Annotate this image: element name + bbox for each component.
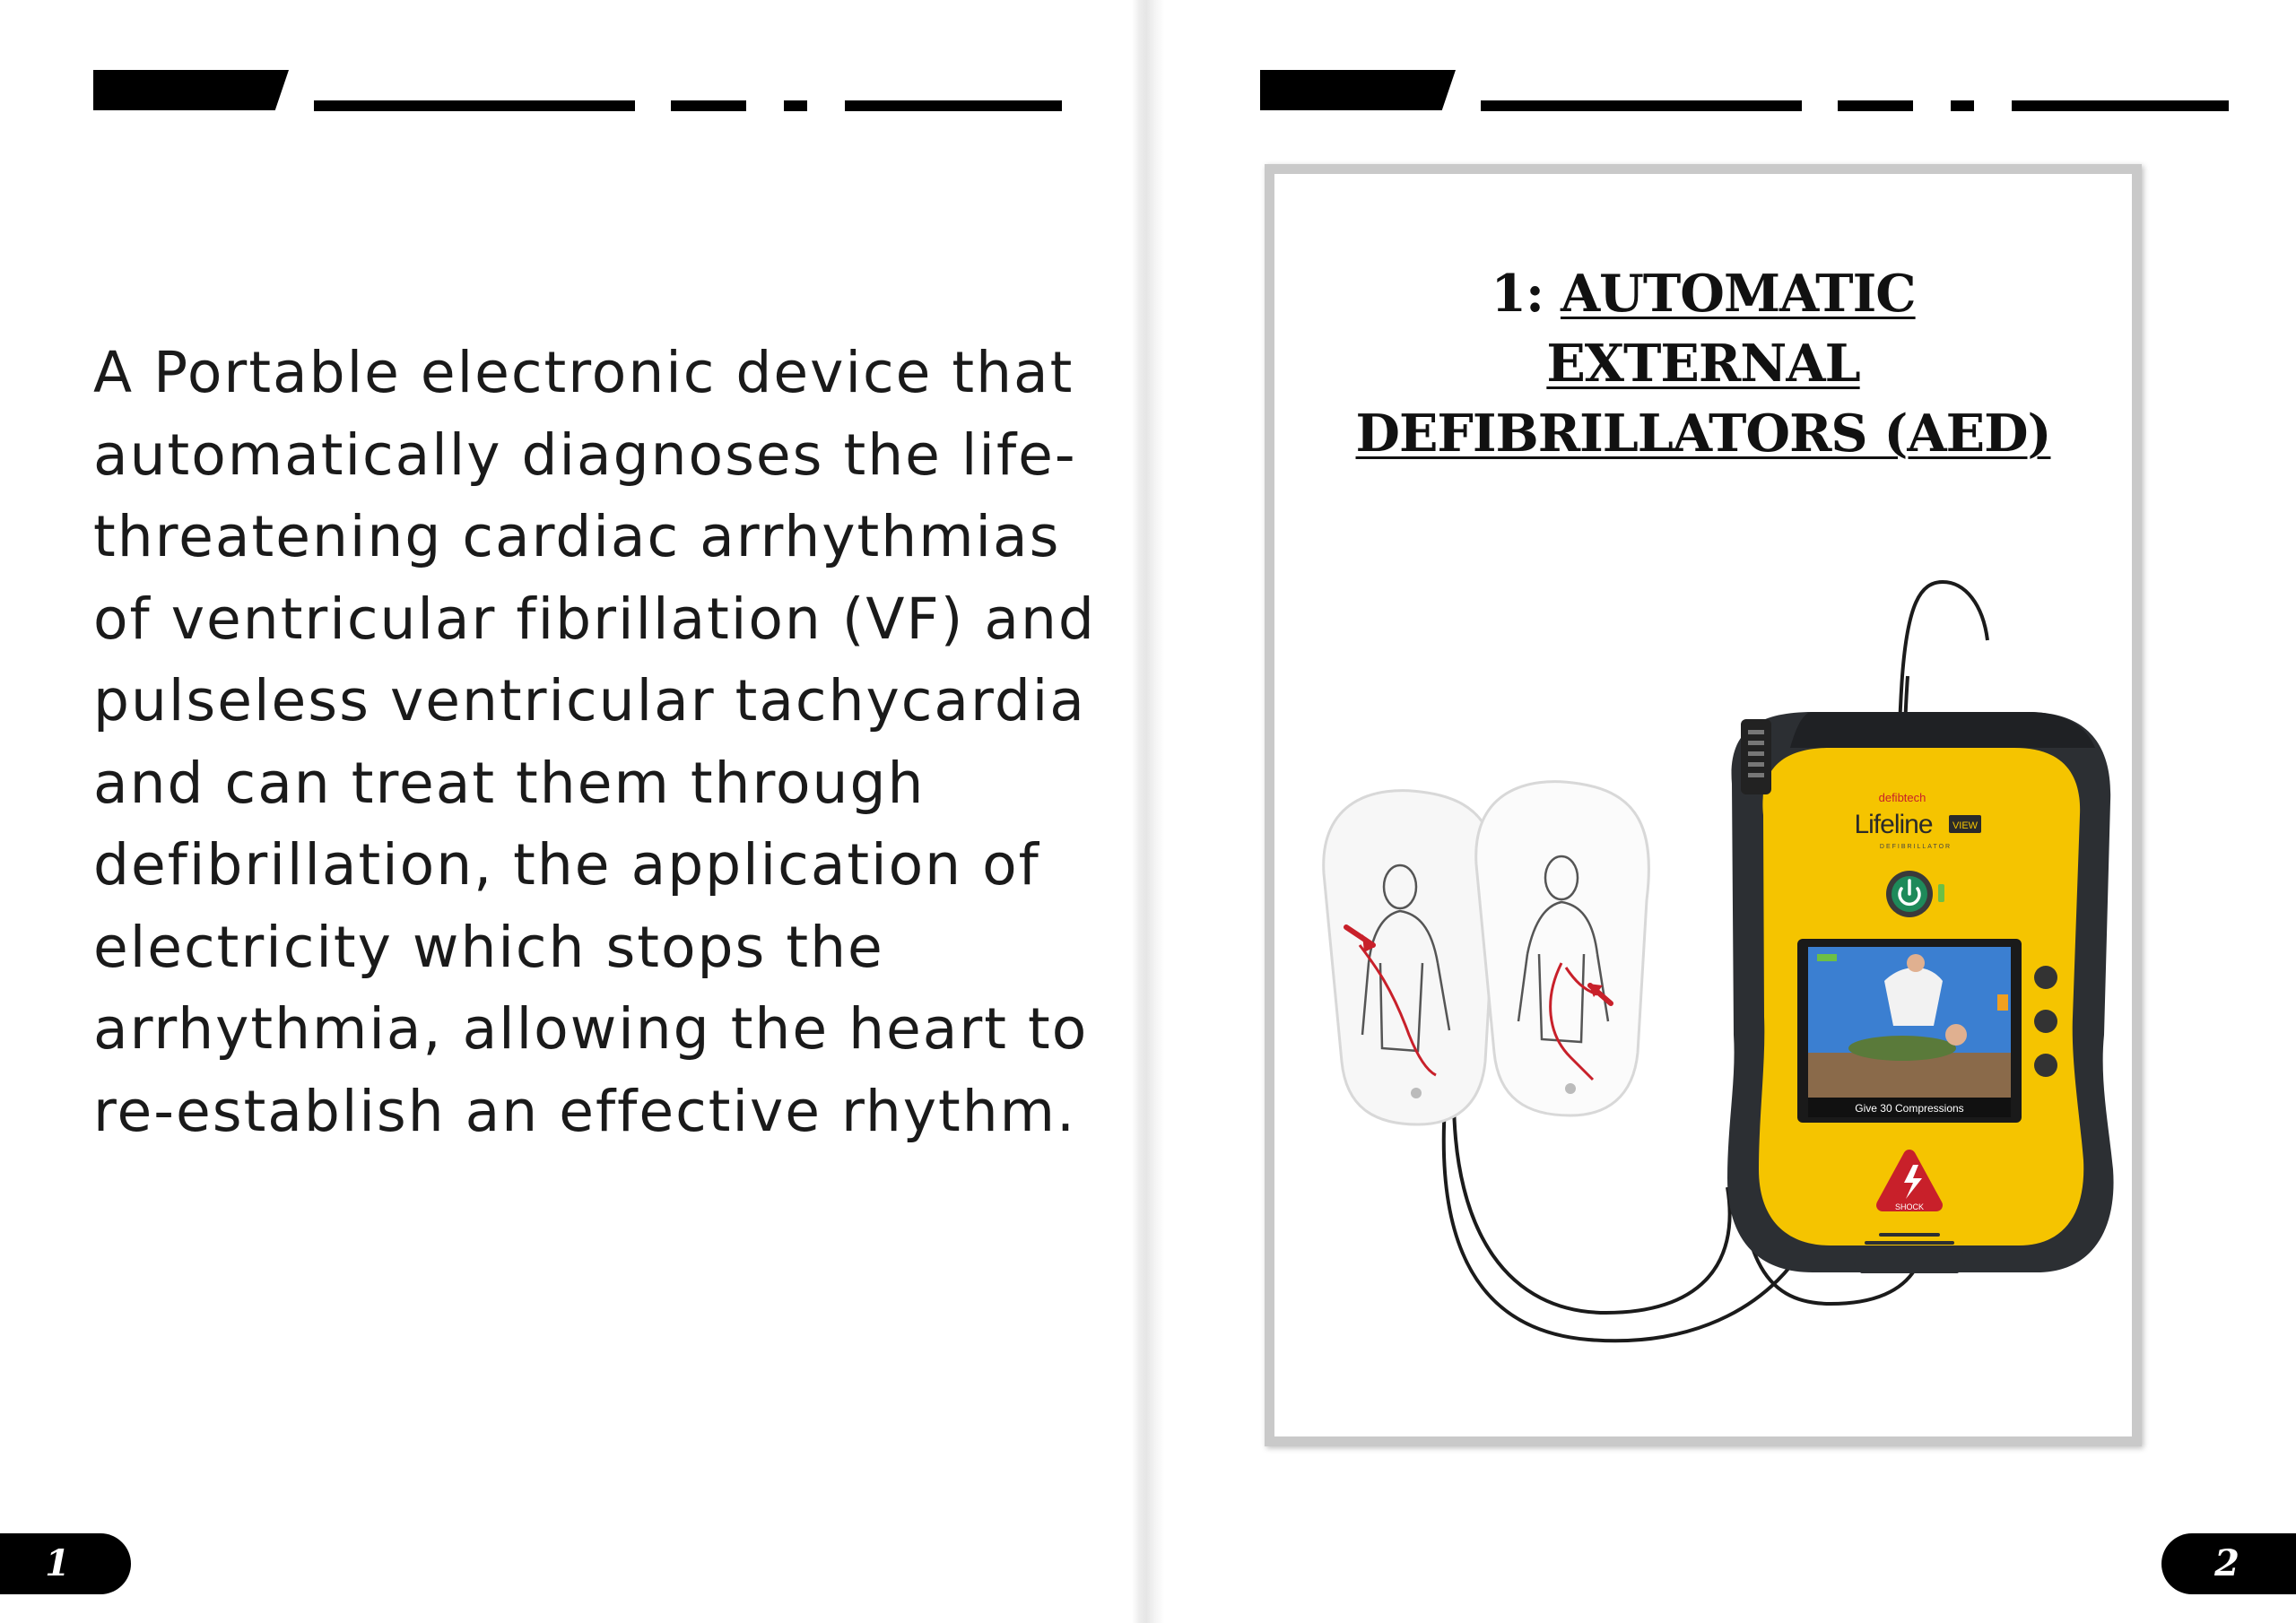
book-gutter (1132, 0, 1164, 1623)
figure-title-line3: DEFIBRILLATORS (AED) (1355, 404, 2051, 464)
header-bar-long (314, 100, 635, 111)
header-bar-long (1481, 100, 1802, 111)
header-bar-end (2012, 100, 2229, 111)
page-number-right: 2 (2161, 1533, 2296, 1594)
aed-figure (1265, 164, 2142, 1446)
figure-title-number: 1: (1491, 264, 1544, 324)
left-page (0, 0, 1137, 1623)
aed-device (1727, 712, 2114, 1272)
device-model: Lifeline (1854, 810, 1933, 839)
menu-button-middle (2034, 1010, 2057, 1033)
header-bar-block (1260, 70, 1456, 110)
aed-description: A Portable electronic device that automatically diagnoses the life-threatening cardiac arrhythmias of ventricular fibrillation (VF) and pulseless ventricular tachycardia and can treat them through defibrillation, the application of electricity which stops the arrhythmia, allowing the heart to re-establish an effective rhythm. (93, 340, 1096, 1144)
screen-prompt: Give 30 Compressions (1855, 1102, 1964, 1115)
page-number-left: 1 (0, 1533, 131, 1594)
device-screen (1797, 939, 2022, 1123)
header-bar-dot (1951, 100, 1974, 111)
header-bar-dot (784, 100, 807, 111)
shock-label: SHOCK (1894, 1202, 1925, 1211)
header-bar-short (671, 100, 746, 111)
menu-button-bottom (2034, 1054, 2057, 1077)
device-subtitle: DEFIBRILLATOR (1879, 844, 1952, 850)
electrode-pad-right (1476, 782, 1649, 1115)
electrode-pad-left (1324, 791, 1497, 1124)
device-brand: defibtech (1878, 791, 1926, 804)
header-bar-block (93, 70, 289, 110)
header-bar-end (845, 100, 1062, 111)
aed-device-illustration (1274, 174, 2132, 1436)
figure-title-line1: AUTOMATIC (1560, 264, 1916, 324)
figure-title-line2: EXTERNAL (1546, 334, 1860, 394)
menu-button-top (2034, 966, 2057, 989)
device-model-badge: VIEW (1952, 820, 1979, 831)
header-bar-short (1838, 100, 1913, 111)
